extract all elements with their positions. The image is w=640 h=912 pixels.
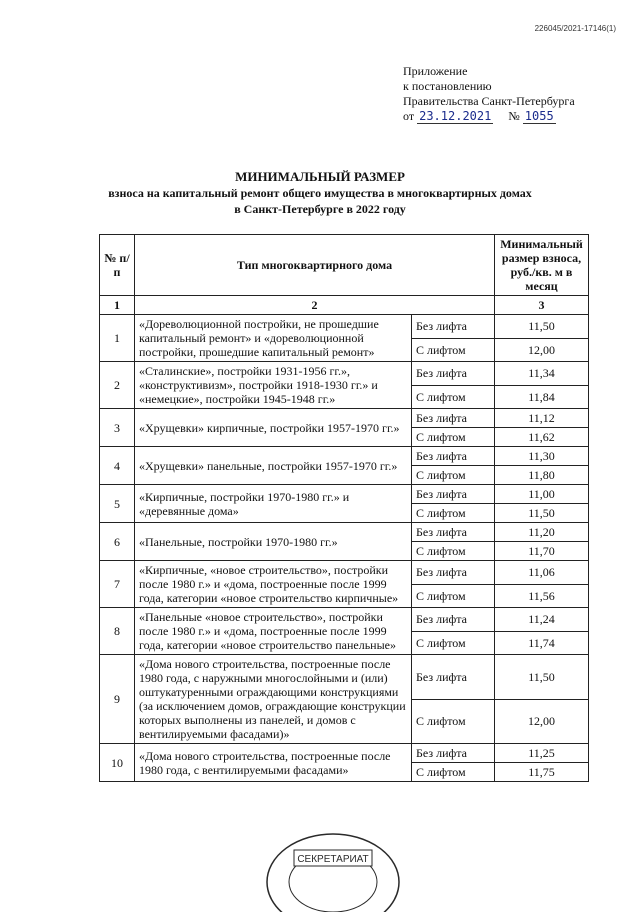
date-prefix: от: [403, 109, 415, 123]
lift-label-with: С лифтом: [412, 466, 495, 485]
amount-with-lift: 12,00: [495, 699, 589, 744]
table-row: [100, 447, 589, 466]
resolution-date: 23.12.2021: [419, 109, 492, 123]
amount-without-lift: 11,50: [495, 315, 589, 339]
appendix-line-2: к постановлению: [403, 79, 492, 93]
lift-label-with: С лифтом: [412, 504, 495, 523]
table-row: [100, 485, 589, 504]
lift-label-with: С лифтом: [412, 763, 495, 782]
amount-with-lift: 11,62: [495, 428, 589, 447]
lift-label-with: С лифтом: [412, 338, 495, 362]
table-row: [100, 523, 589, 542]
secretariat-stamp: [258, 822, 408, 912]
building-type: «Дома нового строительства, построенные после 1980 года, с наружными многослойными и (или) оштукатуренными ограждающими конструкциями (за исключением домов, ограждающие конструкции которых выполнены из панелей, и домов с вентилируемыми фасадами)»: [135, 655, 412, 744]
lift-label-without: Без лифта: [412, 485, 495, 504]
lift-label-without: Без лифта: [412, 561, 495, 585]
building-type: «Панельные «новое строительство», постройки после 1980 г.» и «дома, построенные после 1999 года, категории «новое строительство панельные»: [135, 608, 412, 655]
table-row: [100, 315, 589, 339]
lift-label-with: С лифтом: [412, 584, 495, 608]
col-index-3: 3: [495, 296, 589, 315]
table-row: [100, 362, 589, 386]
amount-without-lift: 11,24: [495, 608, 589, 632]
appendix-block: [403, 64, 575, 124]
amount-without-lift: 11,30: [495, 447, 589, 466]
number-prefix: №: [508, 109, 520, 123]
amount-with-lift: 11,50: [495, 504, 589, 523]
amount-without-lift: 11,00: [495, 485, 589, 504]
table-row: [100, 561, 589, 585]
row-number: 6: [100, 523, 135, 561]
amount-without-lift: 11,50: [495, 655, 589, 700]
row-number: 1: [100, 315, 135, 362]
lift-label-without: Без лифта: [412, 523, 495, 542]
building-type: «Дореволюционной постройки, не прошедшие капитальный ремонт» и «дореволюционной постройки, прошедшие капитальный ремонт»: [135, 315, 412, 362]
building-type: «Хрущевки» кирпичные, постройки 1957-1970 гг.»: [135, 409, 412, 447]
row-number: 2: [100, 362, 135, 409]
row-number: 4: [100, 447, 135, 485]
lift-label-without: Без лифта: [412, 362, 495, 386]
table-row: [100, 409, 589, 428]
amount-with-lift: 11,80: [495, 466, 589, 485]
header-type: Тип многоквартирного дома: [135, 235, 495, 296]
row-number: 9: [100, 655, 135, 744]
contribution-table: [99, 234, 589, 782]
header-row: [100, 235, 589, 296]
building-type: «Сталинские», постройки 1931-1956 гг.», «конструктивизм», постройки 1918-1930 гг.» и «немецкие», постройки 1945-1948 гг.»: [135, 362, 412, 409]
resolution-number: 1055: [524, 109, 554, 123]
header-amount: Минимальный размер взноса, руб./кв. м в месяц: [495, 235, 589, 296]
appendix-line-1: Приложение: [403, 64, 468, 78]
amount-with-lift: 12,00: [495, 338, 589, 362]
amount-without-lift: 11,20: [495, 523, 589, 542]
building-type: «Кирпичные, постройки 1970-1980 гг.» и «деревянные дома»: [135, 485, 412, 523]
title-line-3: в Санкт-Петербурге в 2022 году: [234, 202, 406, 216]
row-number: 5: [100, 485, 135, 523]
row-number: 10: [100, 744, 135, 782]
col-index-2: 2: [135, 296, 495, 315]
col-index-1: 1: [100, 296, 135, 315]
document-title: [0, 168, 640, 217]
amount-without-lift: 11,06: [495, 561, 589, 585]
appendix-dateline: [403, 109, 575, 124]
lift-label-with: С лифтом: [412, 542, 495, 561]
lift-label-without: Без лифта: [412, 315, 495, 339]
lift-label-without: Без лифта: [412, 744, 495, 763]
amount-with-lift: 11,56: [495, 584, 589, 608]
row-number: 3: [100, 409, 135, 447]
amount-with-lift: 11,74: [495, 631, 589, 655]
row-number: 7: [100, 561, 135, 608]
stamp-text: СЕКРЕТАРИАТ: [297, 854, 369, 865]
amount-without-lift: 11,12: [495, 409, 589, 428]
amount-without-lift: 11,34: [495, 362, 589, 386]
lift-label-without: Без лифта: [412, 447, 495, 466]
lift-label-without: Без лифта: [412, 409, 495, 428]
lift-label-without: Без лифта: [412, 608, 495, 632]
lift-label-with: С лифтом: [412, 385, 495, 409]
table-row: [100, 655, 589, 700]
lift-label-with: С лифтом: [412, 428, 495, 447]
building-type: «Хрущевки» панельные, постройки 1957-1970 гг.»: [135, 447, 412, 485]
amount-without-lift: 11,25: [495, 744, 589, 763]
table-row: [100, 608, 589, 632]
lift-label-with: С лифтом: [412, 699, 495, 744]
lift-label-with: С лифтом: [412, 631, 495, 655]
table-row: [100, 744, 589, 763]
amount-with-lift: 11,75: [495, 763, 589, 782]
row-number: 8: [100, 608, 135, 655]
appendix-line-3: Правительства Санкт-Петербурга: [403, 94, 575, 108]
building-type: «Кирпичные, «новое строительство», постройки после 1980 г.» и «дома, построенные после 1999 года, категории «новое строительство кирпичные»: [135, 561, 412, 608]
header-num: № п/п: [100, 235, 135, 296]
column-index-row: [100, 296, 589, 315]
title-line-2: взноса на капитальный ремонт общего имущества в многоквартирных домах: [108, 186, 532, 200]
building-type: «Дома нового строительства, построенные после 1980 года, с вентилируемыми фасадами»: [135, 744, 412, 782]
building-type: «Панельные, постройки 1970-1980 гг.»: [135, 523, 412, 561]
document-id: 226045/2021-17146(1): [534, 24, 616, 33]
amount-with-lift: 11,70: [495, 542, 589, 561]
title-line-1: МИНИМАЛЬНЫЙ РАЗМЕР: [235, 169, 405, 184]
lift-label-without: Без лифта: [412, 655, 495, 700]
amount-with-lift: 11,84: [495, 385, 589, 409]
